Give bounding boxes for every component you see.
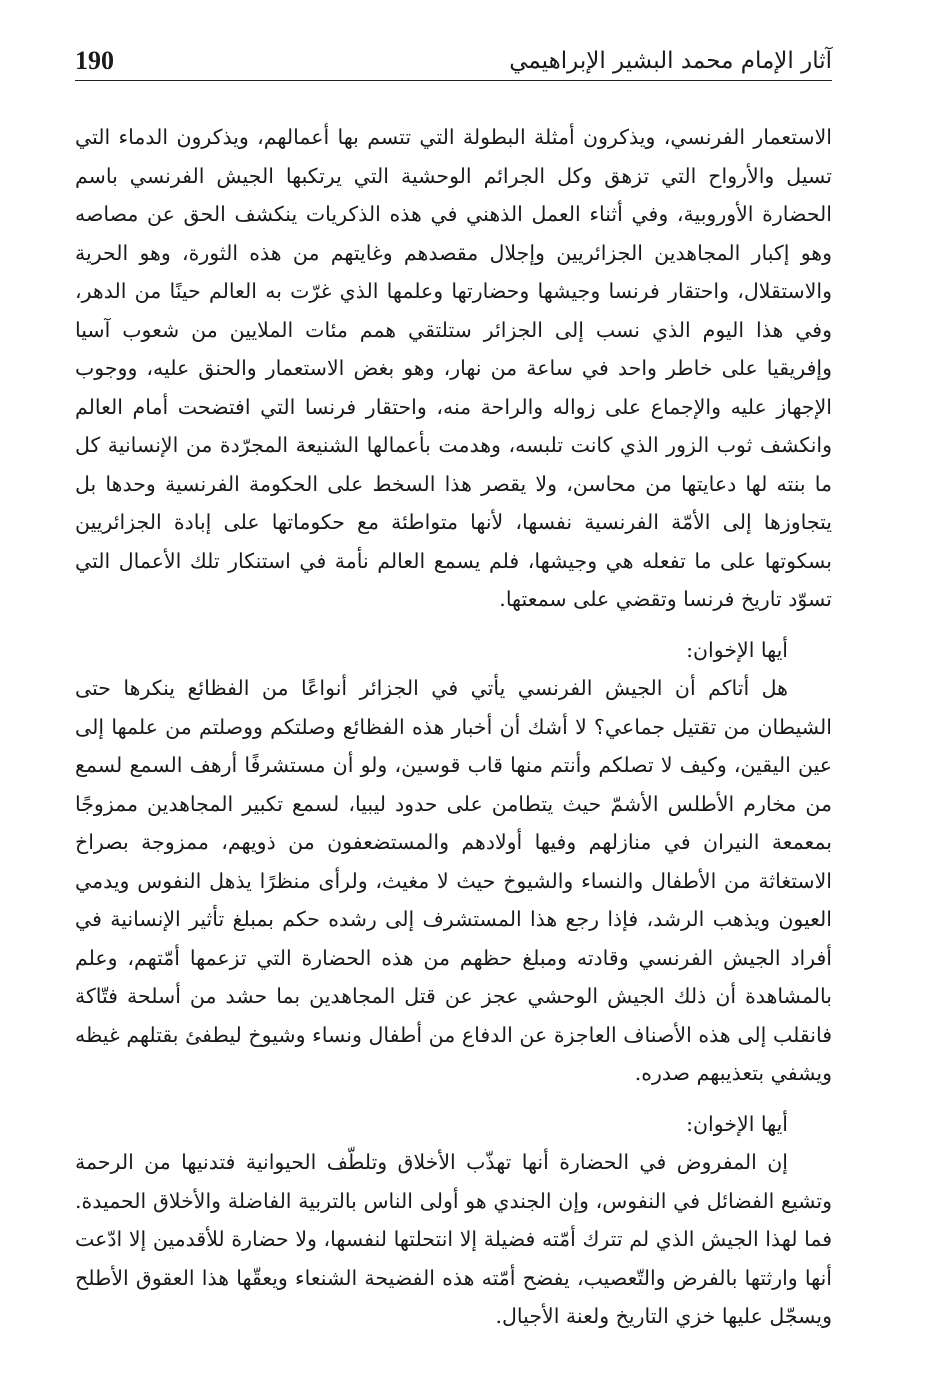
page-number: 190 xyxy=(75,46,114,75)
paragraph: هل أتاكم أن الجيش الفرنسي يأتي في الجزائر أنواعًا من الفظائع ينكرها حتى الشيطان من تقتيل جماعي؟ لا أشك أن أخبار هذه الفظائع وصلتكم ووصلتم من علمها إلى عين اليقين، وكيف لا تصلكم وأنتم منها قاب قوسين، ولو أن مستشرفًا أرهف السمع لسمع من مخارم الأطلس الأشمّ حيث يتطامن على حدود ليبيا، لسمع تكبير المجاهدين ممزوجًا بمعمعة النيران في منازلهم وفيها أولادهم والمستضعفون من ذويهم، ممزوجة بصراخ الاستغاثة من الأطفال والنساء والشيوخ حيث لا مغيث، ولرأى منظرًا يذهل النفوس ويدمي العيون ويذهب الرشد، فإذا رجع هذا المستشرف إلى رشده حكم بمبلغ تأثير الإنسانية في أفراد الجيش الفرنسي وقادته ومبلغ حظهم من هذه الحضارة التي تزعمها أمّتهم، وعلم بالمشاهدة أن ذلك الجيش الوحشي عجز عن قتل المجاهدين بما حشد من أسلحة فتّاكة فانقلب إلى هذه الأصناف العاجزة عن الدفاع من أطفال ونساء وشيوخ ليطفئ بقتلهم غيظه ويشفي بتعذيبهم صدره. xyxy=(75,676,832,1085)
running-title: آثار الإمام محمد البشير الإبراهيمي xyxy=(509,48,832,74)
paragraph: إن المفروض في الحضارة أنها تهذّب الأخلاق وتلطّف الحيوانية فتدنيها من الرحمة وتشيع الفضائل في النفوس، وإن الجندي هو أولى الناس بالتربية الفاضلة والأخلاق الحميدة. فما لهذا الجيش الذي لم تترك أمّته فضيلة إلا انتحلتها لنفسها، ولا حضارة للأقدمين إلا ادّعت أنها وارثتها بالفرض والتّعصيب، يفضح أمّته هذه الفضيحة الشنعاء ويعقّها هذا العقوق الأطلح ويسجّل عليها خزي التاريخ ولعنة الأجيال. xyxy=(75,1150,832,1328)
page-header xyxy=(75,38,832,81)
address-heading: أيها الإخوان: xyxy=(686,637,788,662)
address-heading: أيها الإخوان: xyxy=(686,1111,788,1136)
paragraph: الاستعمار الفرنسي، ويذكرون أمثلة البطولة التي تتسم بها أعمالهم، ويذكرون الدماء التي تسيل والأرواح التي تزهق وكل الجرائم الوحشية التي يرتكبها الجيش الفرنسي باسم الحضارة الأوروبية، وفي أثناء العمل الذهني في هذه الذكريات ينكشف الحق عن مصاصه وهو إكبار المجاهدين الجزائريين وإجلال مقصدهم وغايتهم من هذه الثورة، وهو الحرية والاستقلال، واحتقار فرنسا وجيشها وحضارتها وعلمها الذي غرّت به العالم حينًا من الدهر، وفي هذا اليوم الذي نسب إلى الجزائر ستلتقي همم مئات الملايين من شعوب آسيا وإفريقيا على خاطر واحد في ساعة من نهار، وهو بغض الاستعمار والحنق عليه، ووجوب الإجهاز عليه والإجماع على زواله والراحة منه، واحتقار فرنسا التي افتضحت أمام العالم وانكشف ثوب الزور الذي كانت تلبسه، وهدمت بأعمالها الشنيعة المجرّدة من الإنسانية كل ما بنته لها دعايتها من محاسن، ولا يقصر هذا السخط على الحكومة الفرنسية وحدها بل يتجاوزها إلى الأمّة الفرنسية نفسها، لأنها متواطئة مع حكوماتها على إبادة الجزائريين بسكوتها على ما تفعله هي وجيشها، فلم يسمع العالم نأمة في استنكار تلك الأعمال التي تسوّد تاريخ فرنسا وتقضي على سمعتها. xyxy=(75,125,832,611)
page-body xyxy=(75,118,832,1336)
